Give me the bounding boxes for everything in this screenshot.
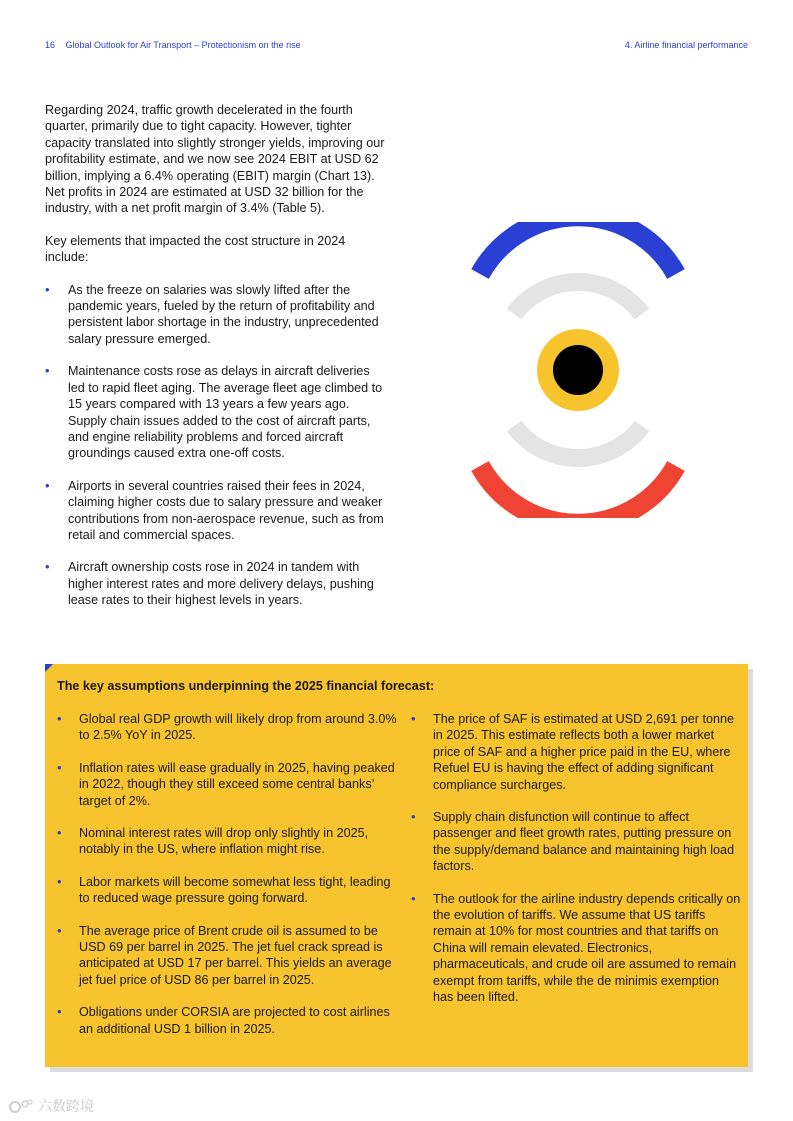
- assumptions-right-column: [411, 711, 741, 1022]
- list-item: [45, 282, 385, 348]
- bullet-icon: •: [57, 873, 62, 889]
- list-item-text: Maintenance costs rose as delays in aircraft deliveries led to rapid fleet aging. The average fleet age climbed to 15 years compared with 13 years a few years ago. Supply chain issues added to the cost of aircraft parts, and engine reliability problems and forced aircraft groundings caused extra one-off costs.: [68, 364, 383, 461]
- list-item-text: Supply chain disfunction will continue to affect passenger and fleet growth rates, putting pressure on the supply/demand balance and maintaining high load factors.: [433, 810, 735, 874]
- list-item: [57, 760, 397, 809]
- signal-emblem-icon: [470, 222, 686, 518]
- grey-arc-top: [514, 282, 642, 314]
- bullet-icon: •: [57, 1004, 62, 1020]
- report-title: Global Outlook for Air Transport – Protectionism on the rise: [65, 40, 301, 50]
- black-center: [553, 345, 603, 395]
- blue-arc: [480, 222, 676, 274]
- bullet-icon: •: [45, 363, 50, 379]
- bullet-icon: •: [57, 825, 62, 841]
- bullet-icon: •: [45, 281, 50, 297]
- list-item-text: The price of SAF is estimated at USD 2,691 per tonne in 2025. This estimate reflects both a lower market price of SAF and a higher price paid in the EU, where Refuel EU is having the effect of adding significant compliance surcharges.: [433, 712, 735, 792]
- page-header-left: [45, 40, 301, 50]
- list-item-text: Obligations under CORSIA are projected to cost airlines an additional USD 1 billion in 2025.: [79, 1005, 390, 1036]
- watermark-logo-icon: [8, 1098, 34, 1114]
- box-title: The key assumptions underpinning the 2025 financial forecast:: [57, 679, 435, 693]
- assumptions-list-right: [411, 711, 741, 1006]
- page-number: 16: [45, 40, 56, 50]
- bullet-icon: •: [411, 890, 416, 906]
- red-arc: [480, 466, 676, 518]
- bullet-icon: •: [57, 922, 62, 938]
- list-item-text: Nominal interest rates will drop only slightly in 2025, notably in the US, where inflation might rise.: [79, 826, 369, 857]
- list-item: [411, 711, 741, 793]
- list-item-text: Global real GDP growth will likely drop from around 3.0% to 2.5% YoY in 2025.: [79, 712, 397, 743]
- assumptions-list-left: [57, 711, 397, 1037]
- main-text-column: [45, 102, 385, 625]
- list-item: [57, 1004, 397, 1037]
- intro-paragraph: Regarding 2024, traffic growth decelerated in the fourth quarter, primarily due to tight capacity. However, tighter capacity translated into slightly stronger yields, improving our profitability estimate, and we now see 2024 EBIT at USD 62 billion, implying a 6.4% operating (EBIT) margin (Chart 13). Net profits in 2024 are estimated at USD 32 billion for the industry, with a net profit margin of 3.4% (Table 5).: [45, 103, 385, 216]
- bullet-icon: •: [57, 759, 62, 775]
- bullet-icon: •: [45, 477, 50, 493]
- bullet-icon: •: [411, 809, 416, 825]
- cost-structure-lead: Key elements that impacted the cost structure in 2024 include:: [45, 233, 346, 265]
- list-item-text: Airports in several countries raised their fees in 2024, claiming higher costs due to salary pressure and weaker contributions from non-aerospace revenue, such as from retail and commercial spaces.: [68, 478, 384, 542]
- list-item: [45, 478, 385, 544]
- list-item-text: Aircraft ownership costs rose in 2024 in tandem with higher interest rates and more delivery delays, pushing lease rates to their highest levels in years.: [68, 560, 374, 608]
- watermark-text: 六数跨境: [38, 1098, 94, 1114]
- watermark: [8, 1096, 94, 1116]
- box-corner-marker: [45, 664, 53, 672]
- list-item-text: As the freeze on salaries was slowly lifted after the pandemic years, fueled by the return of profitability and persistent labor shortage in the industry, unprecedented salary pressure emerged.: [68, 282, 379, 346]
- bullet-icon: •: [411, 711, 416, 726]
- list-item-text: The average price of Brent crude oil is assumed to be USD 69 per barrel in 2025. The jet fuel crack spread is anticipated at USD 17 per barrel. This yields an average jet fuel price of USD 86 per barrel in 2025.: [79, 923, 392, 987]
- key-assumptions-box: [45, 664, 748, 1067]
- list-item: [411, 891, 741, 1006]
- list-item: [57, 711, 397, 744]
- list-item-text: Inflation rates will ease gradually in 2025, having peaked in 2022, though they still exceed some central banks’ target of 2%.: [79, 760, 395, 808]
- list-item: [45, 559, 385, 608]
- bullet-icon: •: [45, 559, 50, 575]
- grey-arc-bottom: [514, 426, 642, 458]
- list-item: [57, 923, 397, 989]
- list-item: [45, 363, 385, 461]
- list-item-text: The outlook for the airline industry depends critically on the evolution of tariffs. We assume that US tariffs remain at 10% for most countries and that tariffs on China will remain elevated. Electronics, pharmaceuticals, and crude oil are assumed to remain exempt from tariffs, while the de minimis exemption has been lifted.: [433, 891, 741, 1005]
- cost-elements-list: [45, 282, 385, 609]
- assumptions-left-column: [57, 711, 397, 1053]
- list-item: [411, 809, 741, 875]
- bullet-icon: •: [57, 711, 62, 726]
- list-item: [57, 825, 397, 858]
- list-item-text: Labor markets will become somewhat less tight, leading to reduced wage pressure going forward.: [79, 874, 391, 906]
- section-label: 4. Airline financial performance: [624, 40, 748, 50]
- list-item: [57, 874, 397, 907]
